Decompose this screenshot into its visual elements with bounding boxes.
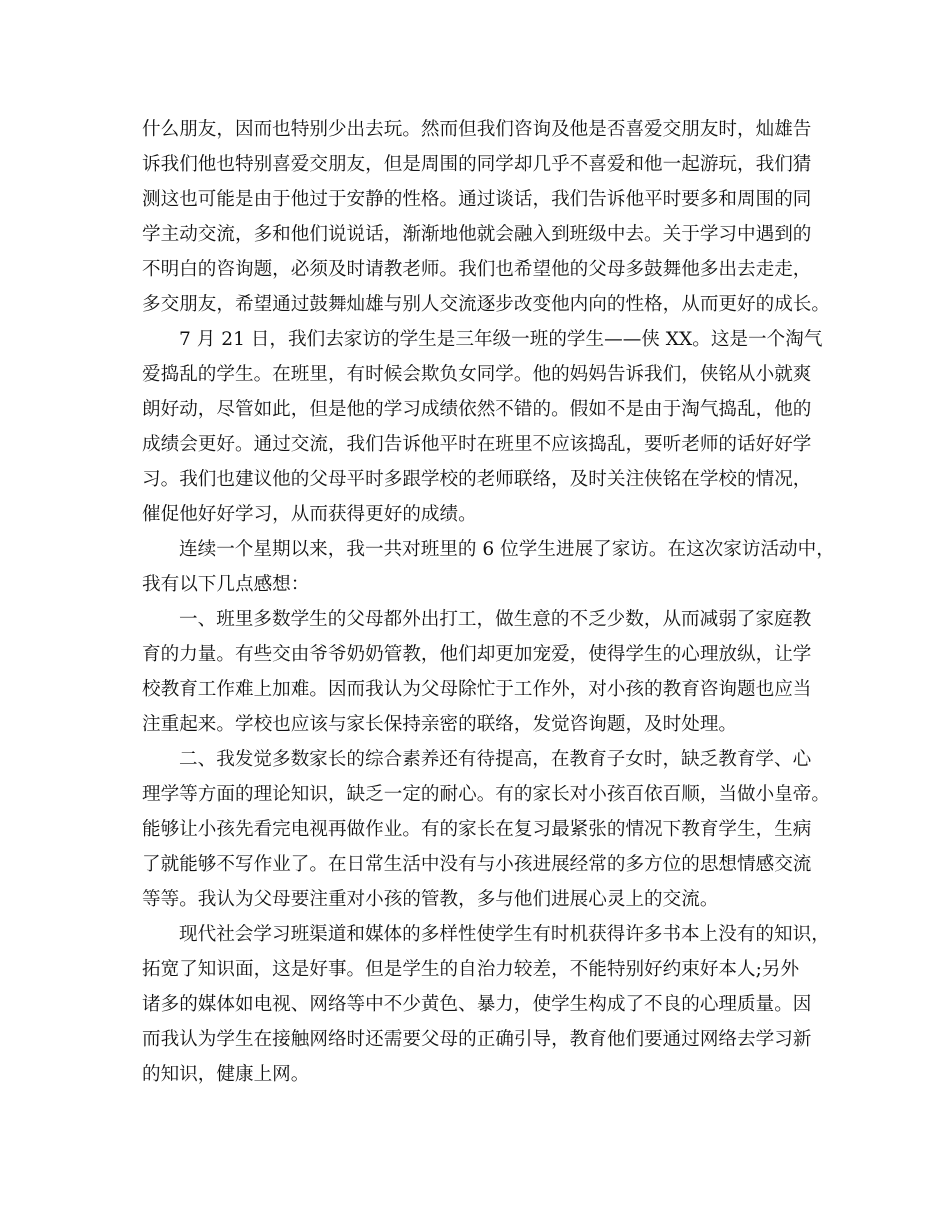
paragraph-4 xyxy=(142,602,827,742)
text-line: 等等。我认为父母要注重对小孩的管教，多与他们进展心灵上的交流。 xyxy=(142,889,719,910)
text-line: 成绩会更好。通过交流，我们告诉他平时在班里不应该捣乱，要听老师的话好好学 xyxy=(142,434,812,455)
paragraph-2 xyxy=(142,322,827,532)
paragraph-1 xyxy=(142,112,830,322)
text-line: 什么朋友，因而也特别少出去玩。然而但我们咨询及他是否喜爱交朋友时，灿雄告 xyxy=(142,119,812,140)
paragraph-5 xyxy=(142,742,830,917)
text-line: 学主动交流，多和他们说说话，渐渐地他就会融入到班级中去。关于学习中遇到的 xyxy=(142,224,812,245)
text-line: 朗好动，尽管如此，但是他的学习成绩依然不错的。假如不是由于淘气捣乱，他的 xyxy=(142,399,812,420)
text-line: 连续一个星期以来，我一共对班里的 6 位学生进展了家访。在这次家访活动中， xyxy=(179,539,835,560)
text-line: 而我认为学生在接触网络时还需要父母的正确引导，教育他们要通过网络去学习新 xyxy=(142,1029,812,1050)
text-line: 诉我们他也特别喜爱交朋友，但是周围的同学却几乎不喜爱和他一起游玩，我们猜 xyxy=(142,154,812,175)
text-line: 我有以下几点感想： xyxy=(142,574,310,595)
text-line: 二、我发觉多数家长的综合素养还有待提高，在教育子女时，缺乏教育学、心 xyxy=(179,749,812,770)
text-line: 爱捣乱的学生。在班里，有时候会欺负女同学。他的妈妈告诉我们，侠铭从小就爽 xyxy=(142,364,812,385)
document-body xyxy=(142,112,835,1092)
text-line: 注重起来。学校也应该与家长保持亲密的联络，发觉咨询题，及时处理。 xyxy=(142,714,738,735)
paragraph-3 xyxy=(142,532,835,602)
text-line: 校教育工作难上加难。因而我认为父母除忙于工作外，对小孩的教育咨询题也应当 xyxy=(142,679,812,700)
text-line: 了就能够不写作业了。在日常生活中没有与小孩进展经常的多方位的思想情感交流 xyxy=(142,854,812,875)
text-line: 理学等方面的理论知识，缺乏一定的耐心。有的家长对小孩百依百顺，当做小皇帝。 xyxy=(142,784,830,805)
text-line: 现代社会学习班渠道和媒体的多样性使学生有时机获得许多书本上没有的知识， xyxy=(179,924,830,945)
text-line: 的知识，健康上网。 xyxy=(142,1064,310,1085)
paragraph-6 xyxy=(142,917,830,1092)
text-line: 测这也可能是由于他过于安静的性格。通过谈话，我们告诉他平时要多和周围的同 xyxy=(142,189,812,210)
text-line: 习。我们也建议他的父母平时多跟学校的老师联络，及时关注侠铭在学校的情况， xyxy=(142,469,812,490)
text-line: 不明白的咨询题，必须及时请教老师。我们也希望他的父母多鼓舞他多出去走走， xyxy=(142,259,812,280)
text-line: 多交朋友，希望通过鼓舞灿雄与别人交流逐步改变他内向的性格，从而更好的成长。 xyxy=(142,294,830,315)
text-line: 催促他好好学习，从而获得更好的成绩。 xyxy=(142,504,477,525)
text-line: 诸多的媒体如电视、网络等中不少黄色、暴力，使学生构成了不良的心理质量。因 xyxy=(142,994,812,1015)
text-line: 拓宽了知识面，这是好事。但是学生的自治力较差，不能特别好约束好本人;另外 xyxy=(142,959,800,980)
text-line: 一、班里多数学生的父母都外出打工，做生意的不乏少数，从而减弱了家庭教 xyxy=(179,609,812,630)
text-line: 能够让小孩先看完电视再做作业。有的家长在复习最紧张的情况下教育学生，生病 xyxy=(142,819,812,840)
text-line: 7 月 21 日，我们去家访的学生是三年级一班的学生——侠 XX。这是一个淘气 xyxy=(179,329,823,350)
text-line: 育的力量。有些交由爷爷奶奶管教，他们却更加宠爱，使得学生的心理放纵，让学 xyxy=(142,644,812,665)
